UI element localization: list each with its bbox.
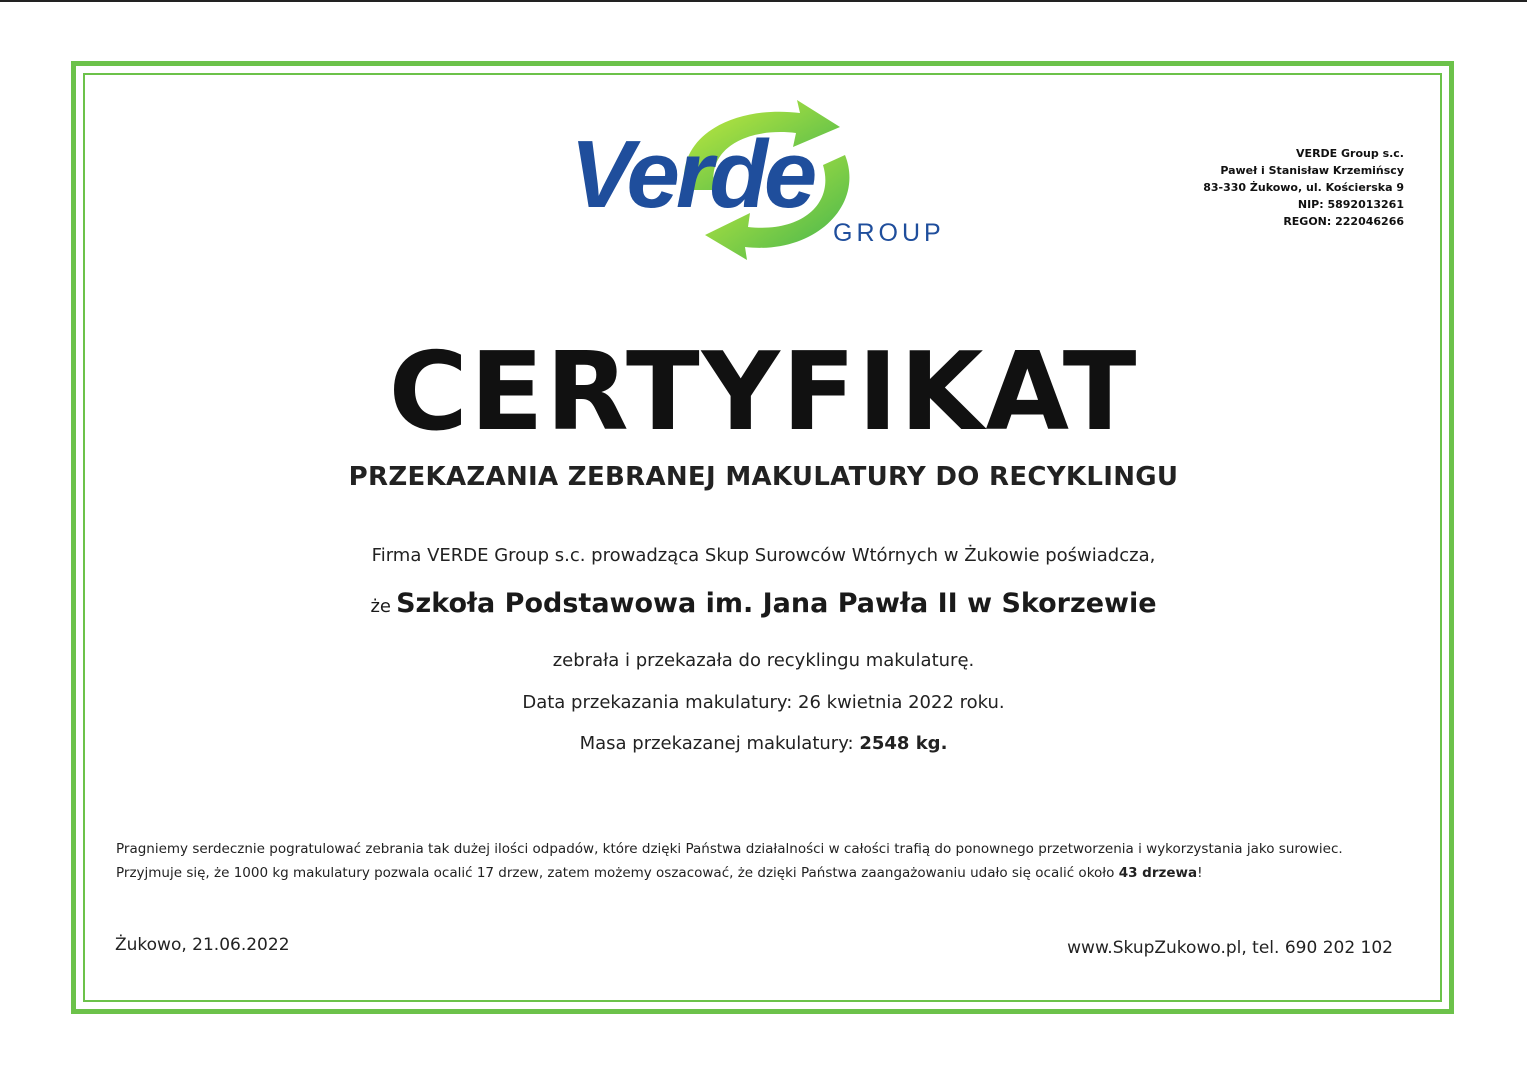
transfer-date-line: Data przekazania makulatury: 26 kwietnia 2022 roku. bbox=[522, 692, 1005, 713]
company-owners: Paweł i Stanisław Krzemińscy bbox=[1220, 164, 1404, 177]
logo-verde-text: Verde bbox=[570, 121, 814, 228]
logo-group-text: GROUP bbox=[833, 219, 945, 247]
company-regon: REGON: 222046266 bbox=[1283, 215, 1404, 228]
statement-line: Firma VERDE Group s.c. prowadząca Skup Surowców Wtórnych w Żukowie poświadcza, bbox=[371, 545, 1156, 566]
recipient-prefix: że bbox=[370, 596, 391, 617]
collected-line: zebrała i przekazała do recyklingu makulaturę. bbox=[552, 650, 975, 671]
mass-line bbox=[0, 733, 1527, 754]
place-date: Żukowo, 21.06.2022 bbox=[115, 935, 290, 955]
certificate-title: CERTYFIKAT bbox=[388, 330, 1139, 455]
recipient-school: Szkoła Podstawowa im. Jana Pawła II w Skorzewie bbox=[396, 588, 1157, 619]
trees-saved-line bbox=[116, 860, 1416, 886]
trees-saved-value: 43 drzewa bbox=[1118, 865, 1198, 881]
trees-saved-text: Przyjmuje się, że 1000 kg makulatury pozwala ocalić 17 drzew, zatem możemy oszacować, że dzięki Państwa zaangażowaniu udało się ocalić około bbox=[116, 865, 1115, 881]
certificate-subtitle: PRZEKAZANIA ZEBRANEJ MAKULATURY DO RECYKLINGU bbox=[348, 462, 1179, 492]
trees-saved-end: ! bbox=[1197, 865, 1203, 881]
mass-value: 2548 kg. bbox=[859, 733, 948, 754]
company-nip: NIP: 5892013261 bbox=[1297, 198, 1404, 211]
mass-label: Masa przekazanej makulatury: bbox=[579, 733, 854, 754]
verde-group-logo bbox=[565, 95, 965, 265]
recipient-row bbox=[0, 588, 1527, 619]
company-name: VERDE Group s.c. bbox=[1296, 147, 1404, 160]
contact-info: www.SkupZukowo.pl, tel. 690 202 102 bbox=[1067, 938, 1393, 958]
congratulation-line: Pragniemy serdecznie pogratulować zebrania tak dużej ilości odpadów, które dzięki Państwa działalności w całości trafią do ponownego przetworzenia i wykorzystania jako surowiec. bbox=[116, 841, 1343, 857]
company-info bbox=[1203, 145, 1404, 230]
scan-top-edge bbox=[0, 0, 1527, 2]
company-address: 83-330 Żukowo, ul. Kościerska 9 bbox=[1203, 181, 1404, 194]
